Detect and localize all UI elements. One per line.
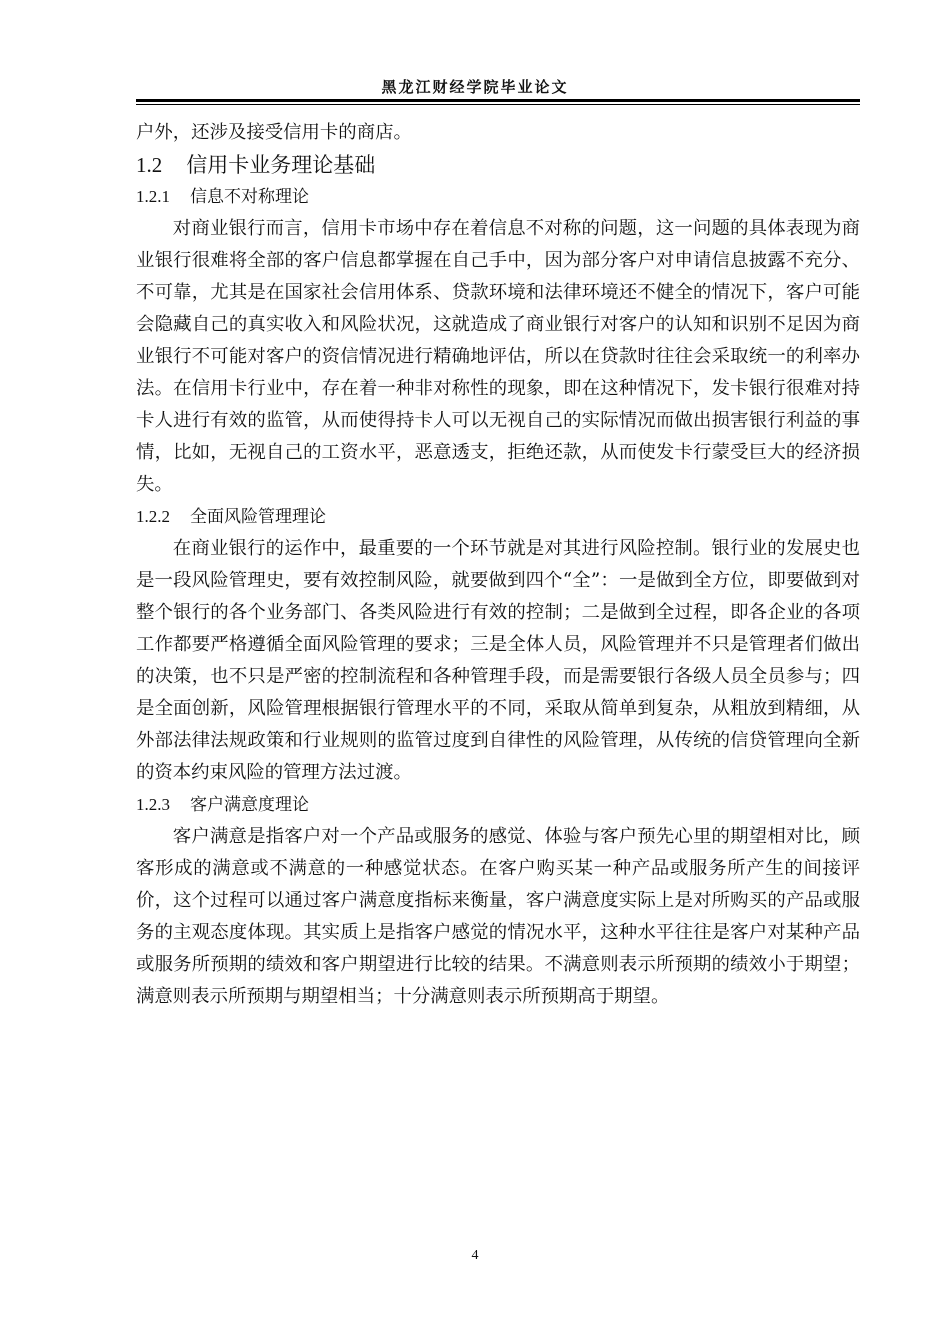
section-number: 1.2 — [136, 153, 163, 177]
subsection-number: 1.2.2 — [136, 507, 170, 526]
subsection-heading-1-2-1 — [136, 181, 860, 213]
subsection-title: 客户满意度理论 — [190, 795, 309, 815]
paragraph-customer-satisfaction: 客户满意是指客户对一个产品或服务的感觉、体验与客户预先心里的期望相对比，顾客形成的满意或不满意的一种感觉状态。在客户购买某一种产品或服务所产生的间接评价，这个过程可以通过客户满意度指标来衡量，客户满意度实际上是对所购买的产品或服务的主观态度体现。其实质上是指客户感觉的情况水平，这种水平往往是客户对某种产品或服务所预期的绩效和客户期望进行比较的结果。不满意则表示所预期的绩效小于期望；满意则表示所预期与期望相当；十分满意则表示所预期高于期望。 — [136, 826, 860, 1007]
carry-over-text: 户外，还涉及接受信用卡的商店。 — [136, 122, 412, 143]
subsection-heading-1-2-3 — [136, 789, 860, 821]
section-title: 信用卡业务理论基础 — [186, 153, 376, 177]
paragraph-risk-management: 在商业银行的运作中，最重要的一个环节就是对其进行风险控制。银行业的发展史也是一段风险管理史，要有效控制风险，就要做到四个“全”：一是做到全方位，即要做到对整个银行的各个业务部门、各类风险进行有效的控制；二是做到全过程，即各企业的各项工作都要严格遵循全面风险管理的要求；三是全体人员，风险管理并不只是管理者们做出的决策，也不只是严密的控制流程和各种管理手段，而是需要银行各级人员全员参与；四是全面创新，风险管理根据银行管理水平的不同，采取从简单到复杂，从粗放到精细，从外部法律法规政策和行业规则的监管过度到自律性的风险管理，从传统的信贷管理向全新的资本约束风险的管理方法过渡。 — [136, 538, 860, 783]
subsection-title: 全面风险管理理论 — [190, 507, 326, 527]
page-number: 4 — [471, 1248, 479, 1263]
paragraph-information-asymmetry: 对商业银行而言，信用卡市场中存在着信息不对称的问题，这一问题的具体表现为商业银行很难将全部的客户信息都掌握在自己手中，因为部分客户对申请信息披露不充分、不可靠，尤其是在国家社会信用体系、贷款环境和法律环境还不健全的情况下，客户可能会隐藏自己的真实收入和风险状况，这就造成了商业银行对客户的认知和识别不足因为商业银行不可能对客户的资信情况进行精确地评估，所以在贷款时往往会采取统一的利率办法。在信用卡行业中，存在着一种非对称性的现象，即在这种情况下，发卡银行很难对持卡人进行有效的监管，从而使得持卡人可以无视自己的实际情况而做出损害银行利益的事情，比如，无视自己的工资水平，恶意透支，拒绝还款，从而使发卡行蒙受巨大的经济损失。 — [136, 218, 860, 495]
subsection-heading-1-2-2 — [136, 501, 860, 533]
section-heading-1-2 — [136, 149, 860, 181]
header-rule-thick — [136, 99, 860, 102]
subsection-number: 1.2.1 — [136, 187, 170, 206]
subsection-title: 信息不对称理论 — [190, 187, 309, 207]
header-rule-thin — [136, 104, 860, 105]
running-header-title: 黑龙江财经学院毕业论文 — [381, 78, 569, 96]
subsection-number: 1.2.3 — [136, 795, 170, 814]
page-content — [136, 117, 860, 1013]
